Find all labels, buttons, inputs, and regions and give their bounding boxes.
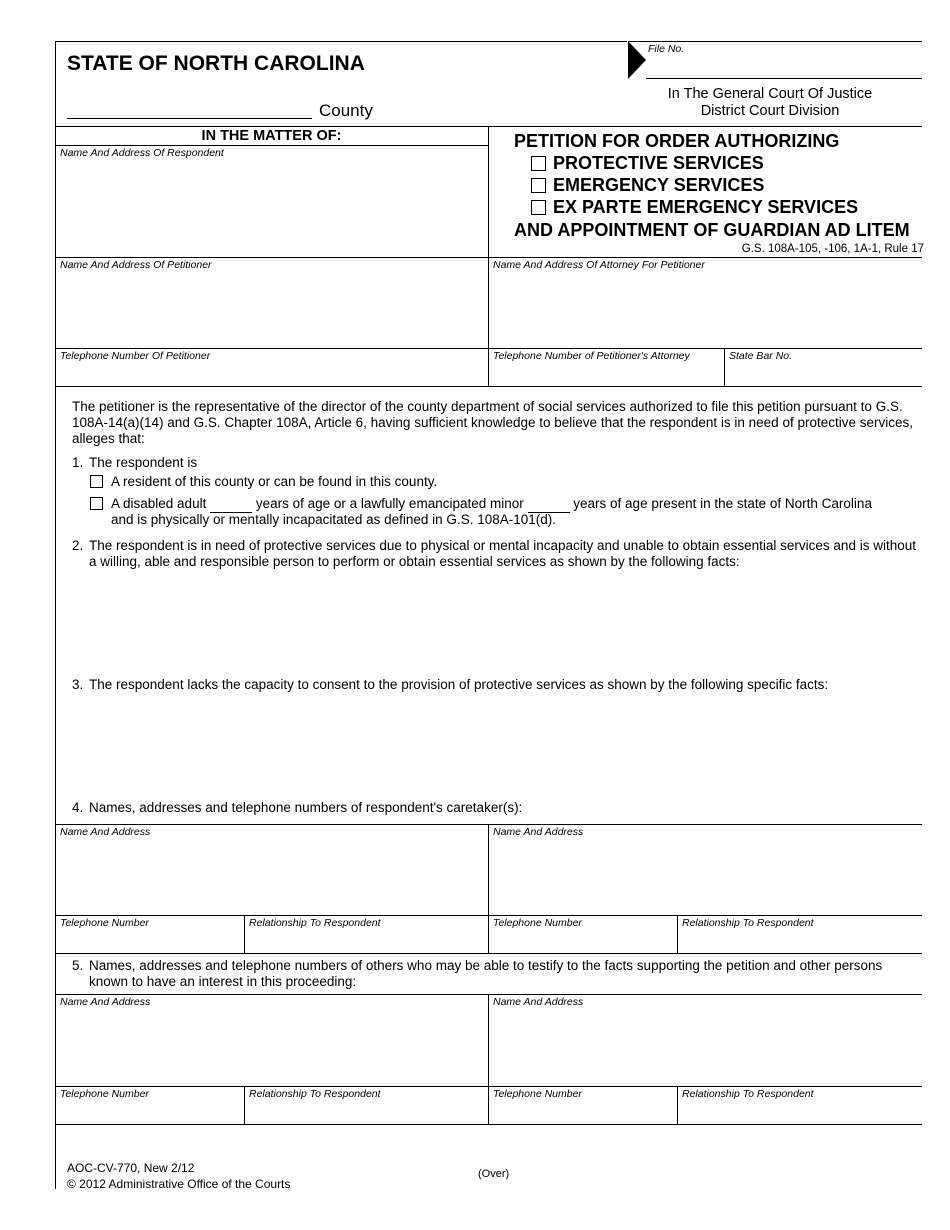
file-no-field[interactable] bbox=[646, 78, 922, 79]
form-top-border bbox=[55, 41, 627, 42]
caretaker-1-relationship-label: Relationship To Respondent bbox=[249, 917, 381, 929]
witness-1-relationship-field[interactable] bbox=[245, 1101, 487, 1123]
respondent-label: Name And Address Of Respondent bbox=[60, 147, 224, 159]
disabled-adult-checkbox[interactable] bbox=[90, 497, 103, 510]
petitioner-phone-field[interactable] bbox=[56, 363, 487, 385]
item-2-text: The respondent is in need of protective services due to physical or mental incapacity and unable to obtain essential services and is without a willing, able and responsible person to perform or obtain essential services as shown by the following facts: bbox=[89, 538, 916, 569]
court-line-2: District Court Division bbox=[700, 103, 840, 119]
petitioner-phone-label: Telephone Number Of Petitioner bbox=[60, 350, 211, 362]
caretaker-1-relationship-field[interactable] bbox=[245, 930, 487, 952]
matter-heading: IN THE MATTER OF: bbox=[201, 128, 342, 144]
caretaker-2-name-field[interactable] bbox=[489, 839, 921, 914]
file-no-top-line bbox=[628, 41, 922, 42]
file-no-label: File No. bbox=[648, 43, 685, 55]
facts-field[interactable] bbox=[89, 575, 919, 670]
witness-table-mid bbox=[55, 1086, 922, 1087]
attorney-phone-field[interactable] bbox=[489, 363, 723, 385]
petitioner-label: Name And Address Of Petitioner bbox=[60, 259, 212, 271]
row-divider-1 bbox=[55, 257, 922, 258]
caretaker-2-name-label: Name And Address bbox=[493, 826, 584, 838]
matter-center-divider bbox=[488, 126, 489, 386]
disabled-adult-label: A disabled adult bbox=[111, 496, 207, 511]
witness-1-relationship-label: Relationship To Respondent bbox=[249, 1088, 381, 1100]
present-in-state-label: years of age present in the state of North Carolina bbox=[573, 496, 872, 511]
state-title: STATE OF NORTH CAROLINA bbox=[67, 52, 365, 75]
caretaker-table-bottom bbox=[55, 953, 922, 954]
statute-reference: G.S. 108A-105, -106, 1A-1, Rule 17 bbox=[741, 243, 924, 255]
attorney-field[interactable] bbox=[489, 272, 921, 347]
witness-2-name-label: Name And Address bbox=[493, 996, 584, 1008]
petitioner-field[interactable] bbox=[56, 272, 487, 347]
item-5-number: 5. bbox=[72, 958, 84, 973]
item-3-text: The respondent lacks the capacity to consent to the provision of protective services as shown by the following specific facts: bbox=[89, 677, 829, 692]
respondent-field[interactable] bbox=[56, 160, 487, 257]
row-divider-2 bbox=[55, 348, 922, 349]
witness-table-bottom bbox=[55, 1124, 922, 1125]
capacity-facts-field[interactable] bbox=[89, 697, 919, 797]
attorney-label: Name And Address Of Attorney For Petitioner bbox=[493, 259, 705, 271]
witness-1-name-field[interactable] bbox=[56, 1009, 487, 1085]
item-5-text: Names, addresses and telephone numbers of others who may be able to testify to the facts supporting the petition and other persons known to have an interest in this proceeding: bbox=[89, 958, 883, 989]
petition-title: PETITION FOR ORDER AUTHORIZING bbox=[514, 131, 840, 151]
caretaker-2-phone-label: Telephone Number bbox=[493, 917, 582, 929]
matter-heading-underline bbox=[55, 145, 488, 146]
attorney-phone-label: Telephone Number of Petitioner's Attorney bbox=[493, 350, 690, 362]
caretaker-1-name-field[interactable] bbox=[56, 839, 487, 914]
disabled-adult-line bbox=[111, 496, 872, 513]
item-1-number: 1. bbox=[72, 455, 84, 470]
emancipated-minor-label: years of age or a lawfully emancipated minor bbox=[255, 496, 524, 511]
witness-1-name-label: Name And Address bbox=[60, 996, 151, 1008]
ex-parte-checkbox[interactable] bbox=[531, 200, 546, 215]
over-note: (Over) bbox=[478, 1168, 510, 1180]
guardian-title: AND APPOINTMENT OF GUARDIAN AD LITEM bbox=[514, 220, 910, 240]
caretaker-1-phone-label: Telephone Number bbox=[60, 917, 149, 929]
caretaker-2-relationship-label: Relationship To Respondent bbox=[682, 917, 814, 929]
witness-2-phone-field[interactable] bbox=[489, 1101, 676, 1123]
caretaker-1-name-label: Name And Address bbox=[60, 826, 151, 838]
file-no-marker bbox=[628, 41, 646, 79]
emergency-services-checkbox[interactable] bbox=[531, 178, 546, 193]
ex-parte-label: EX PARTE EMERGENCY SERVICES bbox=[553, 197, 859, 217]
witness-1-phone-label: Telephone Number bbox=[60, 1088, 149, 1100]
court-line-1: In The General Court Of Justice bbox=[667, 86, 873, 102]
emergency-services-label: EMERGENCY SERVICES bbox=[553, 175, 765, 195]
court-name bbox=[620, 86, 920, 120]
form-id: AOC-CV-770, New 2/12 bbox=[67, 1161, 195, 1175]
adult-age-field[interactable] bbox=[210, 496, 252, 513]
caretaker-table-mid bbox=[55, 915, 922, 916]
county-label: County bbox=[319, 101, 373, 120]
resident-label: A resident of this county or can be found in this county. bbox=[111, 474, 438, 489]
witness-2-name-field[interactable] bbox=[489, 1009, 921, 1085]
witness-2-relationship-field[interactable] bbox=[678, 1101, 921, 1123]
caretaker-2-relationship-field[interactable] bbox=[678, 930, 921, 952]
row-divider-3 bbox=[55, 386, 922, 387]
item-4-number: 4. bbox=[72, 800, 84, 815]
protective-services-checkbox[interactable] bbox=[531, 156, 546, 171]
witness-2-relationship-label: Relationship To Respondent bbox=[682, 1088, 814, 1100]
intro-paragraph: The petitioner is the representative of the director of the county department of social services authorized to file this petition pursuant to G.S. 108A-14(a)(14) and G.S. Chapter 108A, Article 6, having sufficient knowledge to believe that the respondent is in need of protective services, alleges that: bbox=[72, 399, 913, 446]
witness-1-phone-field[interactable] bbox=[56, 1101, 243, 1123]
item-2-number: 2. bbox=[72, 538, 84, 553]
caretaker-2-phone-field[interactable] bbox=[489, 930, 676, 952]
incapacitated-label: and is physically or mentally incapacitated as defined in G.S. 108A-101(d). bbox=[111, 512, 556, 527]
witness-2-phone-label: Telephone Number bbox=[493, 1088, 582, 1100]
item-1-text: The respondent is bbox=[89, 455, 198, 470]
resident-checkbox[interactable] bbox=[90, 475, 103, 488]
county-name-field[interactable] bbox=[67, 118, 312, 119]
copyright: © 2012 Administrative Office of the Courts bbox=[67, 1177, 291, 1191]
item-4-text: Names, addresses and telephone numbers of respondent's caretaker(s): bbox=[89, 800, 523, 815]
item-3-number: 3. bbox=[72, 677, 84, 692]
caretaker-1-phone-field[interactable] bbox=[56, 930, 243, 952]
minor-age-field[interactable] bbox=[528, 496, 570, 513]
state-bar-field[interactable] bbox=[725, 363, 921, 385]
state-bar-label: State Bar No. bbox=[729, 350, 793, 362]
protective-services-label: PROTECTIVE SERVICES bbox=[553, 153, 764, 173]
